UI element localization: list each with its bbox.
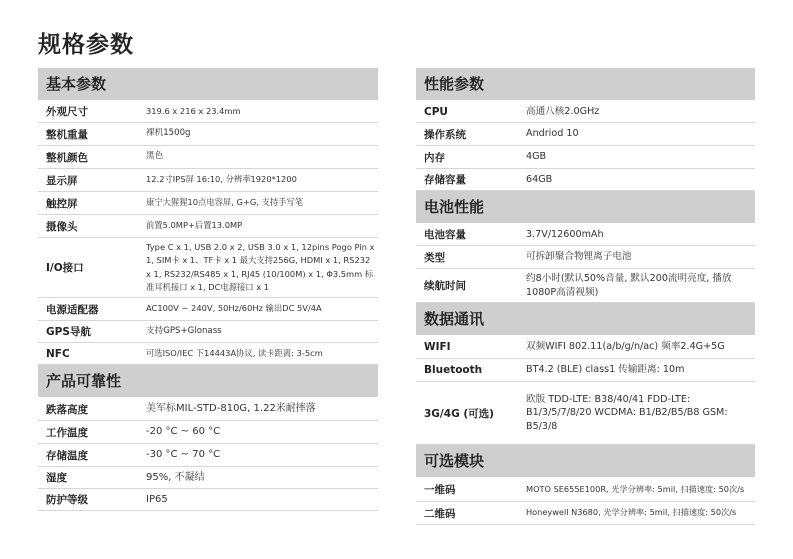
spec-row-battery-capacity <box>416 224 755 246</box>
spec-value: AC100V ~ 240V, 50Hz/60Hz 输出DC 5V/4A <box>146 303 322 314</box>
spec-label: I/O接口 <box>46 262 84 274</box>
spec-label: GPS导航 <box>46 326 91 338</box>
spec-value: 裸机1500g <box>146 128 191 139</box>
spec-row-storage <box>416 169 755 191</box>
spec-value: 4GB <box>526 151 547 163</box>
spec-value: 黑色 <box>146 151 164 162</box>
section-header-communication: 数据通讯 <box>416 303 755 335</box>
spec-row-storage-temp <box>38 444 378 467</box>
spec-label: 存储容量 <box>424 174 466 186</box>
section-header-optional: 可选模块 <box>416 445 755 477</box>
spec-value: Andriod 10 <box>526 128 579 140</box>
spec-row-wifi <box>416 336 755 359</box>
spec-value: 可选ISO/IEC 下14443A协议, 读卡距离: 3-5cm <box>146 347 323 358</box>
spec-value: 高通八核2.0GHz <box>526 105 600 117</box>
section-header-basic: 基本参数 <box>38 68 378 100</box>
spec-value: 约8小时(默认50%音量, 默认200流明亮度, 播放1080P高清视频) <box>526 273 732 298</box>
spec-value: 可拆卸聚合物锂离子电池 <box>526 251 632 263</box>
spec-value: MOTO SE655E100R, 光学分辨率: 5mil, 扫描速度: 50次/s <box>526 483 745 494</box>
spec-label: 电源适配器 <box>46 303 99 316</box>
left-column <box>38 68 378 511</box>
spec-row-bluetooth <box>416 359 755 382</box>
spec-value: -30 °C ~ 70 °C <box>146 449 221 460</box>
spec-label: 二维码 <box>424 507 456 520</box>
spec-row-os <box>416 123 755 146</box>
spec-label: 触控屏 <box>46 197 78 210</box>
spec-label: NFC <box>46 347 70 360</box>
spec-row-2d-barcode <box>416 502 755 525</box>
spec-value: -20 °C ~ 60 °C <box>146 426 221 437</box>
spec-value: 康宁大猩猩10点电容屏, G+G, 支持手写笔 <box>146 197 304 208</box>
spec-label: 显示屏 <box>46 174 78 187</box>
spec-row-size <box>38 101 378 123</box>
spec-row-touch <box>38 192 378 215</box>
spec-row-protection <box>38 489 378 511</box>
spec-row-adapter <box>38 298 378 321</box>
section-header-performance: 性能参数 <box>416 68 755 100</box>
section-header-battery: 电池性能 <box>416 191 755 223</box>
spec-row-nfc <box>38 343 378 365</box>
spec-label: 3G/4G (可选) <box>424 407 494 420</box>
spec-label: 续航时间 <box>424 280 466 292</box>
spec-value: 319.6 x 216 x 23.4mm <box>146 105 241 116</box>
spec-value: BT4.2 (BLE) class1 传输距离: 10m <box>526 364 685 376</box>
spec-row-display <box>38 169 378 192</box>
spec-row-camera <box>38 215 378 238</box>
spec-value: Type C x 1, USB 2.0 x 2, USB 3.0 x 1, 12pins Pogo Pin x 1, SIM卡 x 1、TF卡 x 1 最大支持256G, HDMI x 1, RS232 x 1, RS232/RS485 x 1, RJ45 (10/100M) x 1, Φ3.5mm 标准耳机接口 x 1, DC电源接口 x 1 <box>146 241 375 292</box>
spec-value: 64GB <box>526 173 553 185</box>
spec-value: Honeywell N3680, 光学分辨率: 5mil, 扫描速度: 50次/s <box>526 507 737 518</box>
spec-label: 湿度 <box>46 472 67 484</box>
spec-row-battery-life <box>416 269 755 303</box>
spec-label: 跌落高度 <box>46 403 88 416</box>
spec-value: 美军标MIL-STD-810G, 1.22米耐摔落 <box>146 403 316 414</box>
spec-label: 存储温度 <box>46 449 88 462</box>
spec-label: Bluetooth <box>424 364 483 376</box>
spec-label: 摄像头 <box>46 220 78 233</box>
spec-value: 12.2寸IPS屏 16:10, 分辨率1920*1200 <box>146 174 297 185</box>
section-header-reliability: 产品可靠性 <box>38 365 378 397</box>
spec-label: 整机颜色 <box>46 151 88 164</box>
spec-label: 类型 <box>424 251 445 264</box>
spec-label: 外观尺寸 <box>46 106 88 118</box>
spec-label: 一维码 <box>424 484 456 496</box>
spec-label: 操作系统 <box>424 128 466 141</box>
spec-value: IP65 <box>146 493 168 505</box>
spec-value: 3.7V/12600mAh <box>526 228 604 240</box>
spec-label: CPU <box>424 105 448 118</box>
spec-row-drop <box>38 398 378 421</box>
spec-row-cpu <box>416 101 755 123</box>
spec-label: 电池容量 <box>424 229 466 241</box>
spec-row-gps <box>38 321 378 343</box>
spec-value: 欧版 TDD-LTE: B38/40/41 FDD-LTE: B1/3/5/7/8/20 WCDMA: B1/B2/B5/B8 GSM: B5/3/8 <box>526 393 728 432</box>
spec-row-weight <box>38 123 378 146</box>
spec-row-memory <box>416 146 755 169</box>
spec-row-battery-type <box>416 246 755 269</box>
spec-value: 双频WIFI 802.11(a/b/g/n/ac) 频率2.4G+5G <box>526 341 725 353</box>
spec-row-io <box>38 238 378 298</box>
spec-row-humidity <box>38 467 378 489</box>
spec-row-operating-temp <box>38 421 378 444</box>
page-title: 规格参数 <box>38 32 134 58</box>
spec-row-cellular <box>416 382 755 445</box>
spec-row-color <box>38 146 378 169</box>
right-column <box>416 68 755 525</box>
spec-value: 支持GPS+Glonass <box>146 325 222 336</box>
spec-value: 前置5.0MP+后置13.0MP <box>146 220 243 231</box>
spec-value: 95%, 不凝结 <box>146 471 205 483</box>
spec-label: WIFI <box>424 341 451 353</box>
spec-label: 内存 <box>424 151 445 164</box>
spec-label: 防护等级 <box>46 494 88 506</box>
spec-label: 整机重量 <box>46 128 88 141</box>
spec-row-1d-barcode <box>416 478 755 502</box>
spec-label: 工作温度 <box>46 426 88 439</box>
